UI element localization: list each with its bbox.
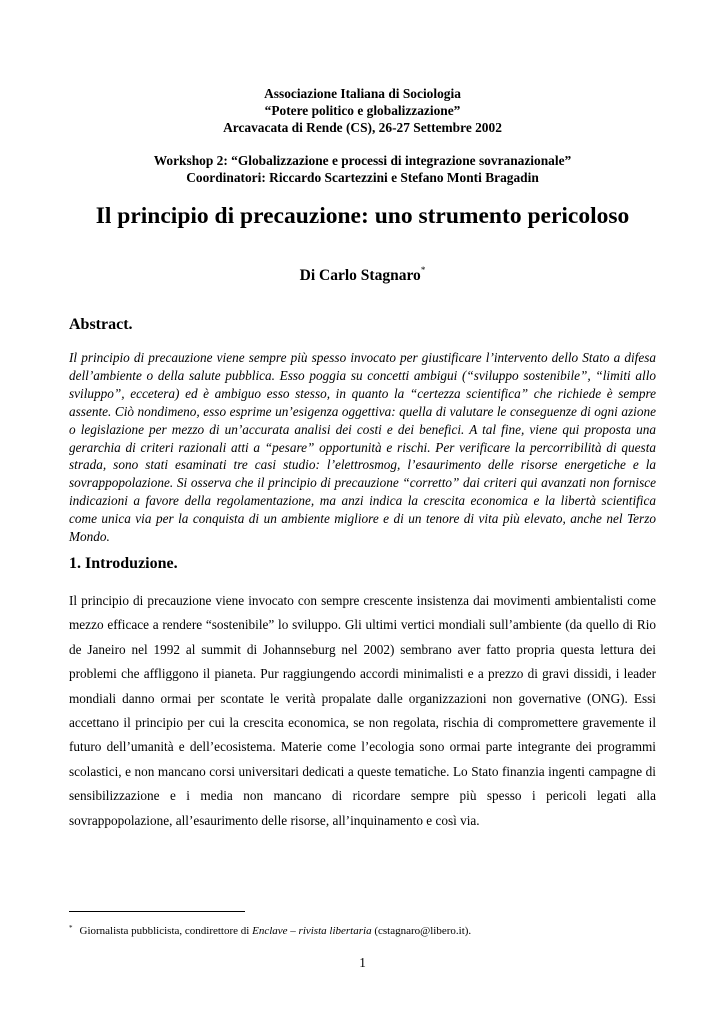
footnote xyxy=(69,921,656,938)
abstract-heading: Abstract. xyxy=(69,316,133,333)
footnote-text-before: Giornalista pubblicista, condirettore di xyxy=(79,925,253,937)
footnote-marker: * xyxy=(69,924,73,932)
footnote-journal: Enclave – rivista libertaria xyxy=(252,925,372,937)
footnote-text-after: (cstagnaro@libero.it). xyxy=(371,925,472,937)
workshop-coordinators: Coordinatori: Riccardo Scartezzini e Stefano Monti Bragadin xyxy=(186,170,539,185)
association-name: Associazione Italiana di Sociologia xyxy=(264,86,461,101)
workshop-info xyxy=(70,152,655,186)
author-line xyxy=(70,260,655,286)
conference-location-date: Arcavacata di Rende (CS), 26-27 Settembre 2002 xyxy=(223,120,502,135)
footnote-divider xyxy=(69,911,245,912)
author-footnote-marker[interactable]: * xyxy=(420,265,426,275)
abstract-text: Il principio di precauzione viene sempre più spesso invocato per giustificare l’intervento dello Stato a difesa dell’ambiente o della salute pubblica. Esso poggia su concetti ambigui (“sviluppo sostenibile”, “limiti allo sviluppo”, eccetera) ed è ambiguo esso stesso, in quanto la “certezza scientifica” che richiede è sempre assente. Ciò nondimeno, esso esprime un’esigenza oggettiva: quella di valutare le conseguenze di ogni azione o legislazione per mezzo di un’accurata analisi dei costi e dei benefici. A tal fine, viene qui proposta una gerarchia di criteri razionali atti a “pesare” opportunità e rischi. Per verificare la percorribilità di questa strada, sono stati esaminati tre casi studio: l’elettrosmog, l’esaurimento delle risorse energetiche e la sovrappopolazione. Si osserva che il principio di precauzione “corretto” dai criteri qui avanzati non fornisce indicazioni a favore della regolamentazione, ma anzi indica la crescita economica e la libertà scientifica come unica via per la conquista di un ambiente migliore e di un tenore di vita più elevato, anche nel Terzo Mondo. xyxy=(69,350,656,545)
paper-title: Il principio di precauzione: uno strumento pericoloso xyxy=(95,203,630,229)
conference-header xyxy=(70,85,655,136)
workshop-title: Workshop 2: “Globalizzazione e processi di integrazione sovranazionale” xyxy=(153,153,572,168)
introduction-heading: 1. Introduzione. xyxy=(69,555,178,572)
introduction-text: Il principio di precauzione viene invocato con sempre crescente insistenza dai movimenti ambientalisti come mezzo efficace a rendere “sostenibile” lo sviluppo. Gli ultimi vertici mondiali sull’ambiente (da quello di Rio de Janeiro nel 1992 al summit di Johannseburg nel 2002) sembrano aver fatto propria questa lettura dei problemi che affliggono il pianeta. Pur raggiungendo accordi minimalisti e a prezzo di gravi dissidi, i leader mondiali danno ormai per scontate le verità propalate dalle organizzazioni non governative (ONG). Essi accettano il principio per cui la crescita economica, se non regolata, rischia di compromettere gravemente il futuro dell’umanità e dell’ecosistema. Materie come l’ecologia sono ormai parte integrante dei programmi scolastici, e non mancano corsi universitari dedicati a queste tematiche. Lo Stato finanzia ingenti campagne di sensibilizzazione e i media non mancano di ricordare sempre più spesso i pericoli legati alla sovrappopolazione, all’esaurimento delle risorse, all’inquinamento e così via. xyxy=(69,593,656,828)
conference-title: “Potere politico e globalizzazione” xyxy=(264,103,461,118)
author-name: Di Carlo Stagnaro xyxy=(299,267,421,284)
page-number: 1 xyxy=(359,955,366,970)
